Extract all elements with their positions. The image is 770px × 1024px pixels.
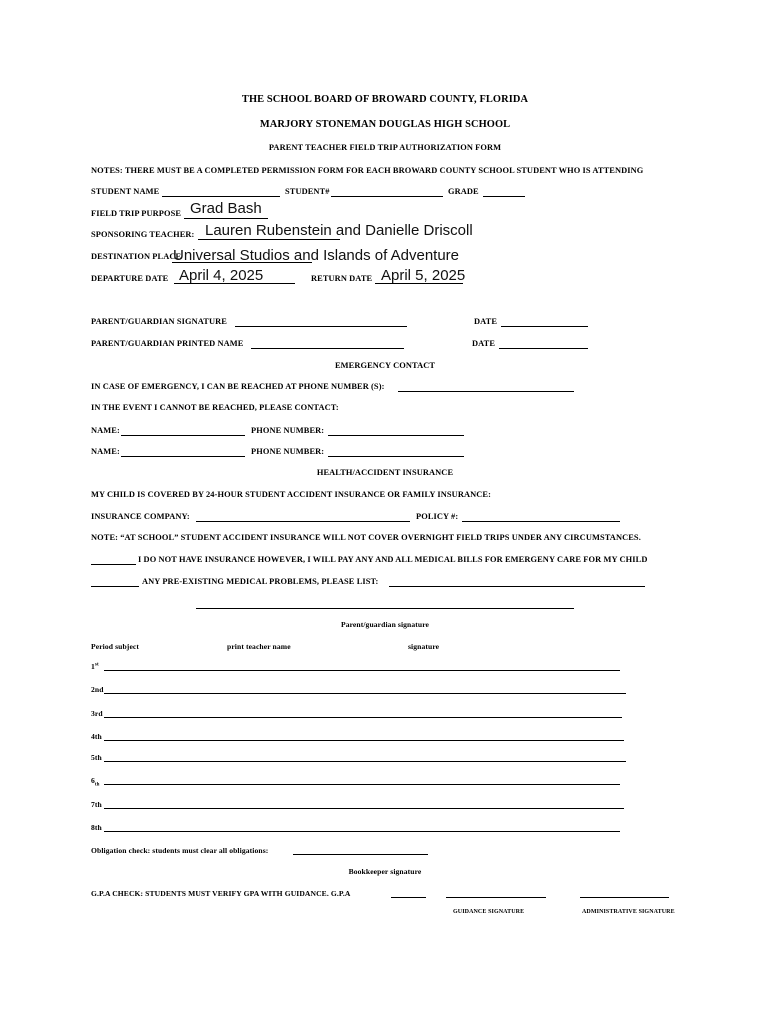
period-row-label [91,709,103,718]
grade-label: GRADE [448,187,479,196]
policy-label: POLICY #: [416,512,459,521]
period-number: 1 [91,662,95,671]
period-row-label [91,662,99,671]
notes-text: NOTES: THERE MUST BE A COMPLETED PERMISSION FORM FOR EACH BROWARD COUNTY SCHOOL STUDENT WHO IS ATTENDING [91,166,644,175]
insurance-covered: MY CHILD IS COVERED BY 24-HOUR STUDENT ACCIDENT INSURANCE OR FAMILY INSURANCE: [91,490,491,499]
administrative-signature-field[interactable] [580,897,669,898]
insurance-company-label: INSURANCE COMPANY: [91,512,190,521]
period-row-line[interactable] [104,784,620,785]
period-row-label [91,753,102,762]
contact2-name-field[interactable] [121,456,245,457]
period-row-label [91,776,100,788]
teacher-line [198,239,340,240]
period-row-line[interactable] [104,693,626,694]
period-row-line[interactable] [104,831,620,832]
policy-field[interactable] [462,521,620,522]
purpose-label: FIELD TRIP PURPOSE [91,209,182,218]
guardian-printed-date-label: DATE [472,339,496,348]
return-label: RETURN DATE [311,274,373,283]
bookkeeper-caption: Bookkeeper signature [348,867,422,876]
teacher-label: SPONSORING TEACHER: [91,230,195,239]
guardian-printed-field[interactable] [251,348,404,349]
student-number-label: STUDENT# [285,187,330,196]
gpa-label: G.P.A CHECK: STUDENTS MUST VERIFY GPA WITH GUIDANCE. G.P.A [91,889,351,898]
destination-label: DESTINATION PLACE [91,252,182,261]
period-suffix: th [94,782,100,788]
period-row-line[interactable] [104,717,622,718]
period-number: 2nd [91,685,104,694]
parent-signature-line[interactable] [196,608,574,609]
admin-caption: ADMINISTRATIVE SIGNATURE [582,909,675,915]
insurance-note: NOTE: “AT SCHOOL” STUDENT ACCIDENT INSURANCE WILL NOT COVER OVERNIGHT FIELD TRIPS UNDER ANY CIRCUMSTANCES. [91,533,641,542]
student-name-field[interactable] [162,196,280,197]
contact2-phone-field[interactable] [328,456,464,457]
col-period-subject: Period subject [91,642,140,651]
no-insurance-text: I DO NOT HAVE INSURANCE HOWEVER, I WILL PAY ANY AND ALL MEDICAL BILLS FOR EMERGENY CARE FOR MY CHILD [138,555,648,564]
period-row-line[interactable] [104,808,624,809]
departure-label: DEPARTURE DATE [91,274,169,283]
col-teacher-name: print teacher name [227,642,291,651]
period-number: 6 [91,776,95,785]
purpose-value[interactable]: Grad Bash [190,200,262,217]
student-name-label: STUDENT NAME [91,187,160,196]
purpose-line [184,218,268,219]
guardian-signature-field[interactable] [235,326,407,327]
period-suffix: st [94,662,99,668]
period-row-label [91,685,104,694]
period-number: 5th [91,753,102,762]
guardian-signature-date-label: DATE [474,317,498,326]
period-row-label [91,800,102,809]
teacher-value[interactable]: Lauren Rubenstein and Danielle Driscoll [205,222,473,239]
contact1-phone-label: PHONE NUMBER: [251,426,325,435]
preexisting-label: ANY PRE-EXISTING MEDICAL PROBLEMS, PLEASE LIST: [142,577,379,586]
obligation-field[interactable] [293,854,428,855]
period-number: 8th [91,823,102,832]
departure-value[interactable]: April 4, 2025 [179,267,264,284]
return-value[interactable]: April 5, 2025 [381,267,466,284]
contact2-name-label: NAME: [91,447,120,456]
contact2-phone-label: PHONE NUMBER: [251,447,325,456]
emergency-heading: EMERGENCY CONTACT [334,361,436,370]
period-number: 7th [91,800,102,809]
contact1-name-label: NAME: [91,426,120,435]
no-insurance-check[interactable] [91,564,136,565]
emergency-cannot-reach: IN THE EVENT I CANNOT BE REACHED, PLEASE CONTACT: [91,403,339,412]
emergency-reach-label: IN CASE OF EMERGENCY, I CAN BE REACHED AT PHONE NUMBER (S): [91,382,385,391]
guardian-printed-date-field[interactable] [499,348,588,349]
preexisting-check[interactable] [91,586,139,587]
destination-value[interactable]: Universal Studios and Islands of Adventure [173,247,460,264]
period-row-line[interactable] [104,670,620,671]
preexisting-field[interactable] [389,586,645,587]
period-number: 4th [91,732,102,741]
period-row-line[interactable] [104,761,626,762]
guardian-printed-label: PARENT/GUARDIAN PRINTED NAME [91,339,244,348]
period-row-label [91,823,102,832]
guidance-signature-field[interactable] [446,897,546,898]
obligation-label: Obligation check: students must clear all obligations: [91,846,269,855]
parent-signature-caption: Parent/guardian signature [340,620,430,629]
school-title: MARJORY STONEMAN DOUGLAS HIGH SCHOOL [259,119,511,130]
student-number-field[interactable] [331,196,443,197]
contact1-phone-field[interactable] [328,435,464,436]
guardian-signature-date-field[interactable] [501,326,588,327]
emergency-phone-field[interactable] [398,391,574,392]
contact1-name-field[interactable] [121,435,245,436]
guidance-caption: GUIDANCE SIGNATURE [453,909,525,915]
board-title: THE SCHOOL BOARD OF BROWARD COUNTY, FLORIDA [241,94,529,105]
insurance-company-field[interactable] [196,521,410,522]
gpa-field[interactable] [391,897,426,898]
col-signature: signature [408,642,440,651]
guardian-signature-label: PARENT/GUARDIAN SIGNATURE [91,317,227,326]
period-row-line[interactable] [104,740,624,741]
insurance-heading: HEALTH/ACCIDENT INSURANCE [316,468,454,477]
period-row-label [91,732,102,741]
grade-field[interactable] [483,196,525,197]
form-title: PARENT TEACHER FIELD TRIP AUTHORIZATION FORM [268,143,502,152]
period-number: 3rd [91,709,103,718]
